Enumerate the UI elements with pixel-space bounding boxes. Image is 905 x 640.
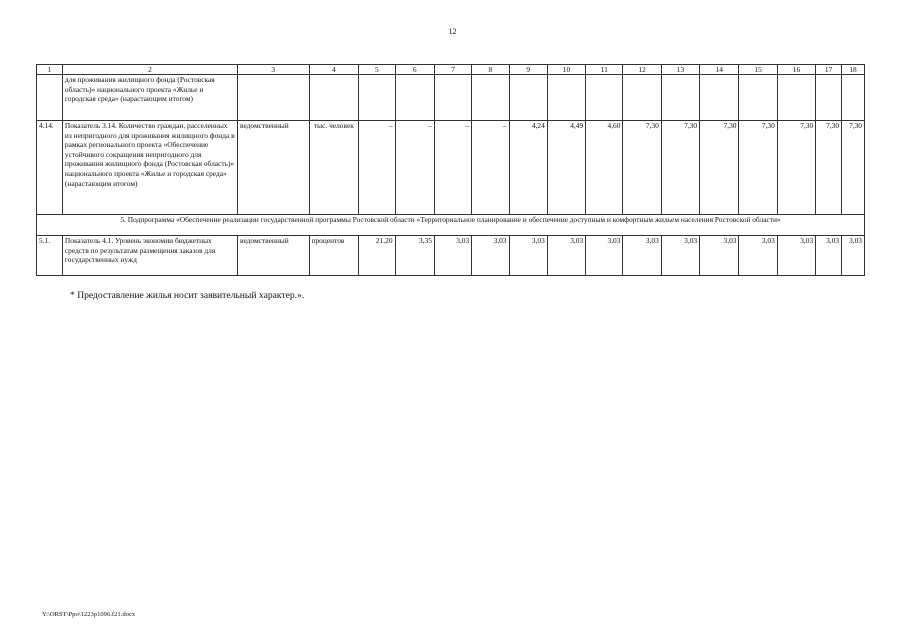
value-cell: 3,03 xyxy=(816,236,842,276)
column-number-11: 11 xyxy=(586,65,623,75)
indicator-type: ведомственный xyxy=(238,121,310,215)
value-cell: – xyxy=(434,121,471,215)
value-cell: 3,03 xyxy=(586,236,623,276)
indicator-unit: процентов xyxy=(309,236,359,276)
row-number: 5.1. xyxy=(37,236,63,276)
value-cell: 3,03 xyxy=(509,236,547,276)
column-number-7: 7 xyxy=(434,65,471,75)
column-number-14: 14 xyxy=(700,65,739,75)
value-cell: 3,03 xyxy=(623,236,661,276)
column-number-16: 16 xyxy=(777,65,815,75)
table-row-5-1 xyxy=(37,236,865,276)
value-cell: – xyxy=(472,121,509,215)
value-cell: 7,30 xyxy=(661,121,699,215)
indicator-type: ведомственный xyxy=(238,236,310,276)
indicator-name: для проживания жилищного фонда (Ростовская область)» национального проекта «Жилье и городская среда» (нарастающим итогом) xyxy=(62,75,237,121)
value-cell: 3,03 xyxy=(739,236,777,276)
column-number-15: 15 xyxy=(739,65,777,75)
column-number-18: 18 xyxy=(842,65,865,75)
value-cell: 3,03 xyxy=(842,236,865,276)
indicator-unit: тыс. человек xyxy=(309,121,359,215)
value-cell: 3,03 xyxy=(434,236,471,276)
column-number-8: 8 xyxy=(472,65,509,75)
table-row-4-14 xyxy=(37,121,865,215)
row-number xyxy=(37,75,63,121)
value-cell: 7,30 xyxy=(700,121,739,215)
page-number: 12 xyxy=(448,27,457,36)
value-cell: – xyxy=(359,121,395,215)
row-number: 4.14. xyxy=(37,121,63,215)
value-cell: 3,35 xyxy=(395,236,434,276)
footnote: * Предоставление жилья носит заявительный характер.». xyxy=(70,290,305,301)
column-number-10: 10 xyxy=(547,65,585,75)
column-number-9: 9 xyxy=(509,65,547,75)
column-number-12: 12 xyxy=(623,65,661,75)
indicators-table xyxy=(36,64,865,276)
value-cell: – xyxy=(395,121,434,215)
column-number-17: 17 xyxy=(816,65,842,75)
value-cell: 4,60 xyxy=(586,121,623,215)
column-number-5: 5 xyxy=(359,65,395,75)
column-number-2: 2 xyxy=(62,65,237,75)
subprogram-title: 5. Подпрограмма «Обеспечение реализации государственной программы Ростовской области «Территориальное планирование и обеспечение доступным и комфортным жильем населения Ростовской области» xyxy=(37,215,865,236)
value-cell: 7,30 xyxy=(816,121,842,215)
indicator-name: Показатель 4.1. Уровень экономии бюджетных средств по результатам размещения заказов для государственных нужд xyxy=(62,236,237,276)
value-cell: 4,24 xyxy=(509,121,547,215)
file-path-footer: Y:\ORST\Ppo\1223p1096.f21.docx xyxy=(42,611,136,618)
value-cell: 7,30 xyxy=(623,121,661,215)
value-cell: 3,03 xyxy=(700,236,739,276)
value-cell: 3,03 xyxy=(472,236,509,276)
value-cell: 4,49 xyxy=(547,121,585,215)
column-number-6: 6 xyxy=(395,65,434,75)
subprogram-row xyxy=(37,215,865,236)
column-number-1: 1 xyxy=(37,65,63,75)
column-number-row xyxy=(37,65,865,75)
value-cell: 7,30 xyxy=(777,121,815,215)
value-cell: 7,30 xyxy=(739,121,777,215)
column-number-13: 13 xyxy=(661,65,699,75)
table-row-continuation xyxy=(37,75,865,121)
column-number-3: 3 xyxy=(238,65,310,75)
value-cell: 7,30 xyxy=(842,121,865,215)
indicator-name: Показатель 3.14. Количество граждан, расселенных из непригодного для проживания жилищного фонда в рамках регионального проекта «Обеспечение устойчивого сокращения непригодного для проживания жилищного фонда (Ростовская область)» национального проекта «Жилье и городская среда» (нарастающим итогом) xyxy=(62,121,237,215)
value-cell: 21,20 xyxy=(359,236,395,276)
value-cell: 3,03 xyxy=(661,236,699,276)
value-cell: 3,03 xyxy=(547,236,585,276)
value-cell: 3,03 xyxy=(777,236,815,276)
column-number-4: 4 xyxy=(309,65,359,75)
